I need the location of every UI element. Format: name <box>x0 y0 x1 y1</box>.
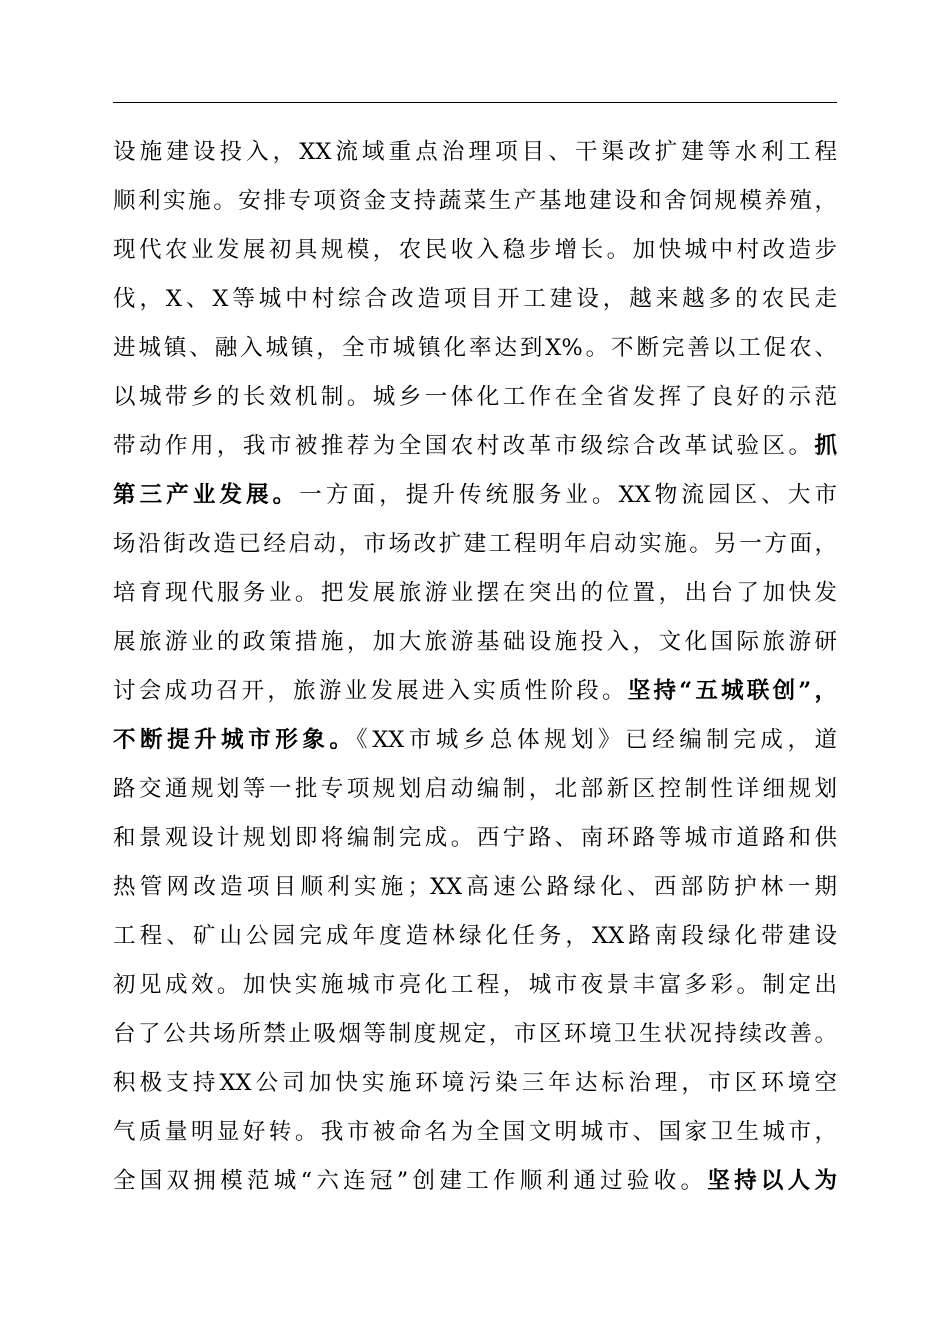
text-run: 设施建设投入，XX流域重点治理项目、干渠改扩建等水利工程 <box>113 139 837 165</box>
text-run: 热管网改造项目顺利实施；XX高速公路绿化、西部防护林一期 <box>113 874 837 900</box>
bold-text-run: 抓 <box>814 433 837 459</box>
text-line <box>113 863 837 912</box>
text-run: 带动作用，我市被推荐为全国农村改革市级综合改革试验区。 <box>113 433 815 459</box>
text-run: 和景观设计规划即将编制完成。西宁路、南环路等城市道路和供 <box>113 825 837 851</box>
text-run: 伐，X、X等城中村综合改造项目开工建设，越来越多的农民走 <box>113 286 837 312</box>
bold-text-run: 坚持“五城联创”， <box>627 678 837 704</box>
bold-text-run: 坚持以人为 <box>707 1168 837 1194</box>
text-line <box>113 961 837 1010</box>
text-line <box>113 912 837 961</box>
text-run: 一方面，提升传统服务业。XX物流园区、大市 <box>299 482 837 508</box>
text-run: 现代农业发展初具规模，农民收入稳步增长。加快城中村改造步 <box>113 237 837 263</box>
text-line <box>113 520 837 569</box>
text-line <box>113 275 837 324</box>
text-run: 台了公共场所禁止吸烟等制度规定，市区环境卫生状况持续改善。 <box>113 1021 837 1047</box>
text-run: 以城带乡的长效机制。城乡一体化工作在全省发挥了良好的示范 <box>113 384 837 410</box>
header-rule <box>113 102 837 103</box>
text-line <box>113 422 837 471</box>
text-run: 路交通规划等一批专项规划启动编制，北部新区控制性详细规划 <box>113 776 837 802</box>
text-line <box>113 716 837 765</box>
text-line <box>113 373 837 422</box>
text-line <box>113 765 837 814</box>
text-run: 全国双拥模范城“六连冠”创建工作顺利通过验收。 <box>113 1168 708 1194</box>
text-line <box>113 1157 837 1206</box>
text-line <box>113 814 837 863</box>
text-line <box>113 324 837 373</box>
text-run: 初见成效。加快实施城市亮化工程，城市夜景丰富多彩。制定出 <box>113 972 837 998</box>
text-line <box>113 1108 837 1157</box>
text-line <box>113 226 837 275</box>
text-line <box>113 1059 837 1108</box>
document-body <box>113 128 837 1206</box>
text-run: 进城镇、融入城镇，全市城镇化率达到X%。不断完善以工促农、 <box>113 335 837 361</box>
text-run: 气质量明显好转。我市被命名为全国文明城市、国家卫生城市， <box>113 1119 837 1145</box>
text-run: 《XX市城乡总体规划》已经编制完成，道 <box>356 727 837 753</box>
text-run: 顺利实施。安排专项资金支持蔬菜生产基地建设和舍饲规模养殖， <box>113 188 837 214</box>
text-run: 工程、矿山公园完成年度造林绿化任务，XX路南段绿化带建设 <box>113 923 837 949</box>
text-line <box>113 471 837 520</box>
text-run: 讨会成功召开，旅游业发展进入实质性阶段。 <box>113 678 628 704</box>
text-run: 展旅游业的政策措施，加大旅游基础设施投入，文化国际旅游研 <box>113 629 837 655</box>
text-line <box>113 1010 837 1059</box>
text-line <box>113 618 837 667</box>
text-run: 积极支持XX公司加快实施环境污染三年达标治理，市区环境空 <box>113 1070 837 1096</box>
text-run: 场沿街改造已经启动，市场改扩建工程明年启动实施。另一方面， <box>113 531 837 557</box>
text-line <box>113 667 837 716</box>
text-line <box>113 128 837 177</box>
text-line <box>113 569 837 618</box>
bold-text-run: 第三产业发展。 <box>113 482 300 508</box>
bold-text-run: 不断提升城市形象。 <box>113 727 357 753</box>
text-run: 培育现代服务业。把发展旅游业摆在突出的位置，出台了加快发 <box>113 580 837 606</box>
text-line <box>113 177 837 226</box>
